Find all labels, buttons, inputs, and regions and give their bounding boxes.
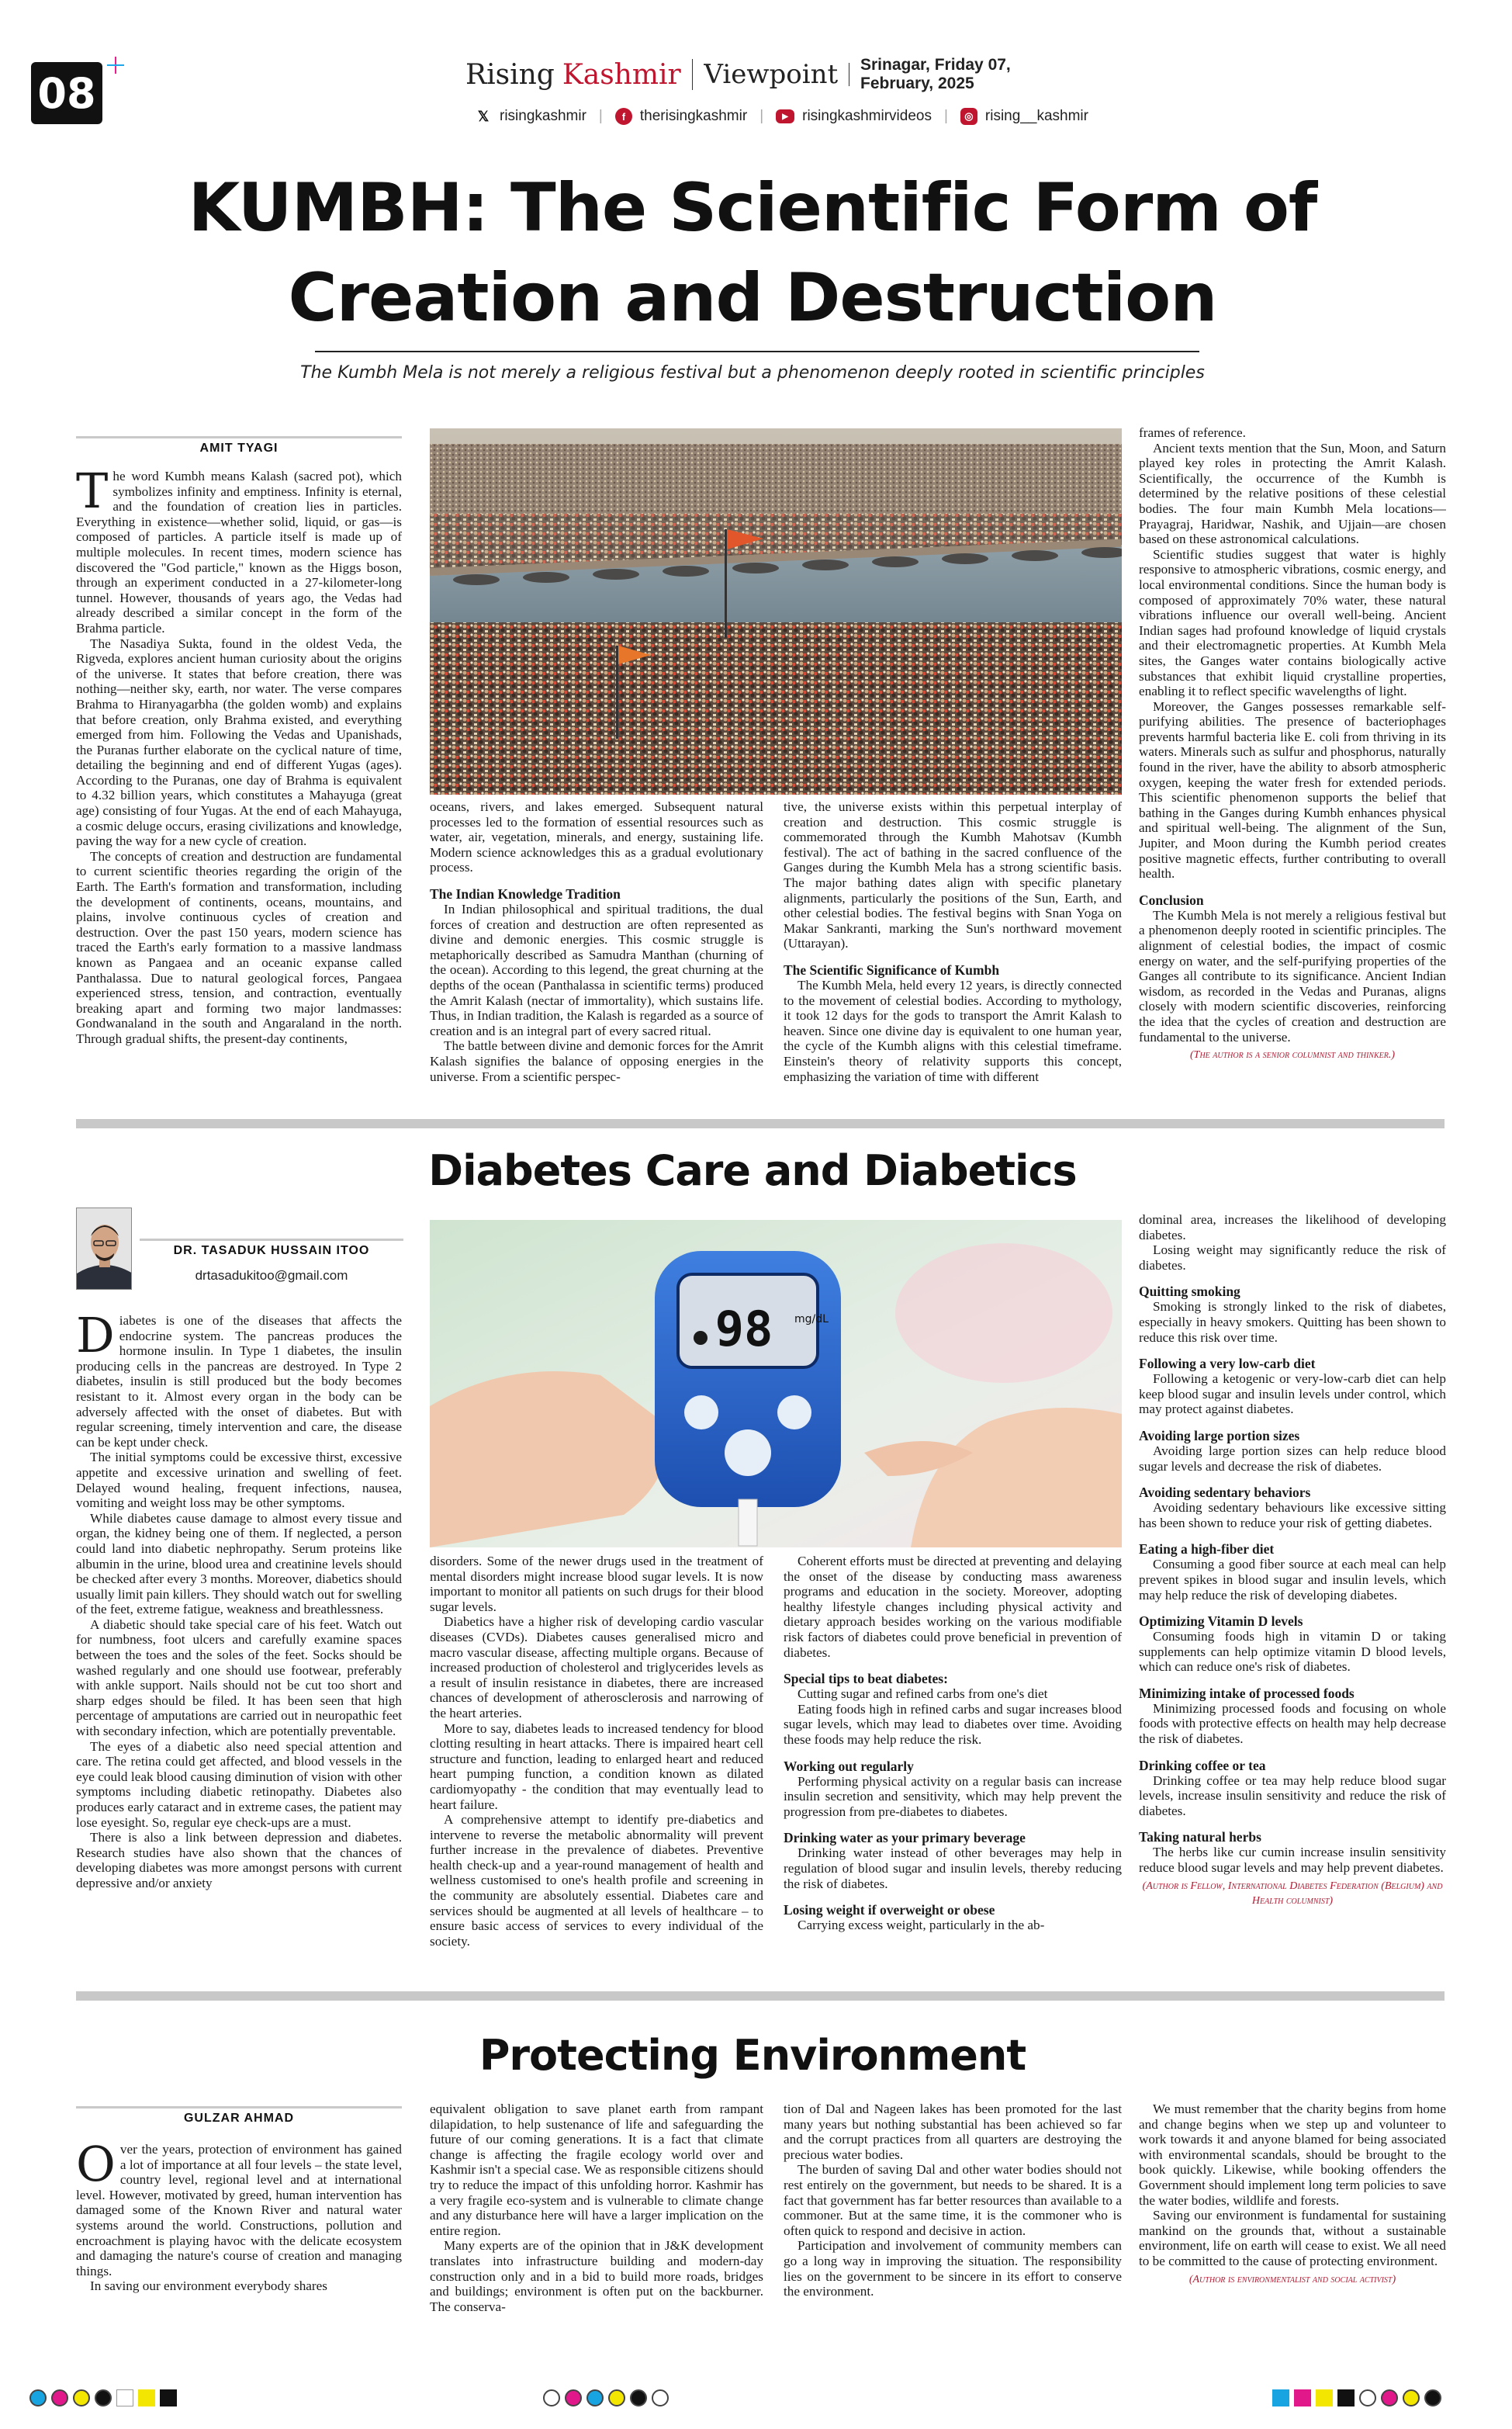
- meter-reading: 98: [714, 1301, 773, 1357]
- paragraph: Scientific studies suggest that water is highly responsive to atmospheric vibrations, cosmic energy, and local environmental conditions. Since the human body is composed of approximately 70% water, these natural vibrations influence our overall well-being. Ancient Indian sages had profound knowledge of liquid crystals and their electromagnetic properties. At Kumbh Mela sites, the Ganges water contains biologically active substances that exhibit liquid crystalline properties, enabling it to reflect specific wavelengths of light.: [1139, 546, 1446, 699]
- paragraph: ver the years, protection of environment has gained a lot of importance at all four levels – the state level, country level, regional level and at international level. However, motivated by greed, human intervention has damaged some of the Known River and natural water systems around the world. Constructions, pollution and encroachment is playing havoc with the delicate ecosystem and damaging the nature's course of creation and managing things.: [76, 2142, 402, 2278]
- section-name: Viewpoint: [704, 59, 839, 90]
- section-heading: Drinking coffee or tea: [1139, 1757, 1266, 1773]
- paragraph: The Nasadiya Sukta, found in the oldest Veda, the Rigveda, explores ancient human curiosity about the origins of the universe. It states that before creation, there was nothing—neither sky, earth, nor water. The verse compares Brahma to Hiranyagarbha (the golden womb) and explains that before creation, only Brahma existed, and everything emerged from him. Following the Vedas and Upanishads, the Puranas further elaborate on the cyclical nature of time, detailing the beginning and end of different Yugas (ages). According to the Puranas, one day of Brahma is equivalent to 4.32 billion years, which constitutes a Mahayuga (great age) consisting of four Yugas. At the end of each Mahayuga, a cosmic deluge occurs, erasing civilizations and knowledge, paving the way for a new cycle of creation.: [76, 636, 402, 849]
- article3-column-1: [76, 2142, 402, 2351]
- article3-headline: Protecting Environment: [479, 2031, 1026, 2080]
- social-handle-instagram[interactable]: rising__kashmir: [984, 108, 1088, 124]
- author-credit: (The author is a senior columnist and thinker.): [1190, 1049, 1395, 1062]
- paragraph: Saving our environment is fundamental for sustaining mankind on the grounds that, without a sustainable environment, life on earth will cease to exist. We all need to be committed to the cause of protecting environment.: [1139, 2208, 1446, 2268]
- paragraph: Drinking water instead of other beverages may help in regulation of blood sugar and insulin levels, thereby reducing the risk of diabetes.: [784, 1845, 1122, 1891]
- article2-byline: DR. TASADUK HUSSAIN ITOO: [140, 1239, 403, 1262]
- paragraph: Smoking is strongly linked to the risk of diabetes, especially in heavy smokers. Quitting has been shown to reduce this risk over time.: [1139, 1299, 1446, 1345]
- yellow-dot-icon: [608, 2389, 625, 2406]
- paragraph: More to say, diabetes leads to increased tendency for blood clotting resulting in heart attacks. There is impaired heart cell structure and function, leading to enlarged heart and reduced heart pumping function, a condition known as dilated cardiomyopathy - the condition that may eventually lead to heart failure.: [430, 1720, 763, 1812]
- paragraph: tion of Dal and Nageen lakes has been promoted for the last many years but nothing substantial has been achieved so far and the corrupt practices from all quarters are destroying the precious water bodies.: [784, 2102, 1122, 2162]
- paragraph: dominal area, increases the likelihood of developing diabetes.: [1139, 1212, 1446, 1242]
- paragraph: Performing physical activity on a regular basis can increase insulin secretion and sensitivity, which may help prevent the progression from pre-diabetes to diabetes.: [784, 1773, 1122, 1819]
- paragraph: The Kumbh Mela, held every 12 years, is directly connected to the movement of celestial bodies. According to mythology, it took 12 days for the gods to transport the Amrit Kalash to heaven. Since one divine day is equivalent to one human year, the cycle of the Kumbh aligns with this celestial timeframe. Einstein's theory of relativity supports this concept, emphasizing the variation of time with different: [784, 977, 1122, 1084]
- black-dot-icon: [630, 2389, 647, 2406]
- magenta-dot-icon: [565, 2389, 582, 2406]
- glucometer-photo: [430, 1220, 1122, 1547]
- paragraph: The concepts of creation and destruction are fundamental to current scientific theories regarding the origin of the Earth. The Earth's formation and transformation, including the development of continents, oceans, mountains, and plains, involve continuous cycles of creation and destruction. Over the past 150 years, modern science has traced the Earth's early formation to a massive landmass known as Pangaea and an oceanic expanse called Panthalassa. Due to natural geological forces, Pangaea experienced stress, tension, and contraction, eventually breaking apart and forming two major landmasses: Gondwanaland in the south and Angaraland in the north. Through gradual shifts, the present-day continents,: [76, 848, 402, 1046]
- headline-rule: [315, 351, 1199, 352]
- masthead: [465, 51, 1086, 98]
- brand-kashmir: Kashmir: [562, 58, 681, 91]
- social-links: 𝕏 risingkashmir | f therisingkashmir | ▶ risingkashmirvideos | ◎ rising__kashmir: [475, 104, 1173, 129]
- masthead-divider: [692, 59, 694, 90]
- cyan-dot-icon: [586, 2389, 604, 2406]
- section-heading: Drinking water as your primary beverage: [784, 1830, 1026, 1846]
- drop-cap: D: [76, 1313, 115, 1363]
- registration-marks-top: [107, 56, 124, 74]
- paragraph: Consuming a good fiber source at each meal can help prevent spikes in blood sugar and insulin levels, which may help reduce the risk of developing diabetes.: [1139, 1557, 1446, 1603]
- article2-headline: Diabetes Care and Diabetics: [428, 1146, 1077, 1195]
- instagram-icon: ◎: [960, 108, 977, 125]
- black-dot-icon: [1424, 2389, 1441, 2406]
- paragraph: Ancient texts mention that the Sun, Moon, and Saturn played key roles in protecting the Amrit Kalash. Scientifically, the occurrence of the Kumbh is determined by the relative positions of these celestial bodies. The four main Kumbh Mela locations—Prayagraj, Haridwar, Nashik, and Ujjain—are chosen based on these astronomical calculations.: [1139, 440, 1446, 547]
- black-square-icon: [1337, 2389, 1355, 2406]
- paragraph: Cutting sugar and refined carbs from one's diet: [798, 1686, 1048, 1702]
- registration-marks-bottom-mid: [543, 2389, 669, 2407]
- paragraph: Minimizing processed foods and focusing on whole foods with protective effects on health may help decrease the risk of diabetes.: [1139, 1700, 1446, 1747]
- paragraph: iabetes is one of the diseases that affects the endocrine system. The pancreas produces the hormone insulin. In Type 1 diabetes, the insulin producing cells in the pancreas are destroyed. In Type 2 diabetes, insulin is still produced but the body becomes resistant to it. Almost every organ in the body can be adversely affected with the onset of diabetes. But with regular screening, timely intervention and care, the disease can be kept under check.: [76, 1313, 402, 1450]
- social-handle-facebook[interactable]: therisingkashmir: [639, 108, 748, 124]
- paragraph: The burden of saving Dal and other water bodies should not rest entirely on the government, but needs to be shared. It is a fact that government has far better resources than available to a commoner. But at the same time, it is the commoner who is often quick to respond and decisive in action.: [784, 2162, 1122, 2238]
- article1-column-2: [430, 799, 763, 1121]
- paragraph: In Indian philosophical and spiritual traditions, the dual forces of creation and destruction are often represented as divine and demonic energies. This cosmic struggle is metaphorically described as Samudra Manthan (churning of the ocean). According to this legend, the great churning at the depths of the ocean (Panthalassa in scientific terms) produced the Amrit Kalash (nectar of immortality), which sustains life. Thus, in Indian tradition, the Kalash is regarded as a source of creation and is an integral part of every sacred ritual.: [430, 901, 763, 1038]
- article2-column-2: [430, 1554, 763, 1973]
- author-credit: (Author is environmentalist and social activist): [1188, 2273, 1396, 2285]
- section-heading: Taking natural herbs: [1139, 1829, 1261, 1845]
- black-dot-icon: [95, 2389, 112, 2406]
- page-number: 08: [31, 62, 102, 124]
- paragraph: Losing weight may significantly reduce the risk of diabetes.: [1139, 1242, 1446, 1273]
- section-heading: The Scientific Significance of Kumbh: [784, 962, 1000, 978]
- magenta-dot-icon: [51, 2389, 68, 2406]
- white-dot-icon: [543, 2389, 560, 2406]
- section-heading: The Indian Knowledge Tradition: [430, 885, 621, 902]
- article1-column-1: [76, 469, 402, 1121]
- paragraph: Carrying excess weight, particularly in the ab-: [798, 1918, 1045, 1933]
- paragraph: We must remember that the charity begins from home and change begins when we step up and volunteer to work towards it and anyone blamed for being associated with environmental scandals, should be brought to the book quickly. Likewise, while booking offenders the Government should implement long term policies to save the water bodies, wildlife and forests.: [1139, 2102, 1446, 2208]
- magenta-dot-icon: [1381, 2389, 1398, 2406]
- section-heading: Avoiding large portion sizes: [1139, 1427, 1300, 1443]
- white-dot-icon: [652, 2389, 669, 2406]
- article2-column-1: [76, 1313, 402, 1973]
- drop-cap: O: [76, 2142, 116, 2192]
- article1-headline-line1: KUMBH: The Scientific Form of: [188, 169, 1317, 247]
- paragraph: The initial symptoms could be excessive thirst, excessive appetite and excessive urination and swelling of feet. Delayed wound healing, frequent infections, nausea, vomiting and weight loss may be other symptoms.: [76, 1450, 402, 1511]
- paragraph: Drinking coffee or tea may help reduce blood sugar levels, increase insulin sensitivity and reduce the risk of diabetes.: [1139, 1772, 1446, 1818]
- registration-cross-icon: [107, 57, 124, 74]
- section-heading: Working out regularly: [784, 1758, 914, 1774]
- paragraph: While diabetes cause damage to almost every tissue and organ, the kidney being one of them. If neglected, a person could land into diabetic nephropathy. Serum proteins like albumin in the urine, blood urea and creatinine levels should be checked after every 3 months. Moreover, diabetics should usually limit pain killers. They should watch out for swelling of the feet, extreme fatigue, weakness and breathlessness.: [76, 1510, 402, 1617]
- paragraph: Avoiding sedentary behaviours like excessive sitting has been shown to reduce your risk of getting diabetes.: [1139, 1500, 1446, 1530]
- paragraph: equivalent obligation to save planet earth from rampant dilapidation, to help sustenance of life and safeguarding the future of our coming generations. It is a fact that climate change is affecting the fragile ecology world over and Kashmir isn't a special case. We as responsible citizens should try to reduce the impact of this unfolding horror. Kashmir has a very fragile eco-system and is vulnerable to climate change and any disturbance here will have a larger implication on the entire region.: [430, 2102, 763, 2238]
- paragraph: oceans, rivers, and lakes emerged. Subsequent natural processes led to the formation of essential resources such as water, air, vegetation, minerals, and energy, sustaining life. Modern science acknowledges this as a gradual evolutionary process.: [430, 799, 763, 875]
- paragraph: he word Kumbh means Kalash (sacred pot), which symbolizes infinity and emptiness. Infinity is eternal, and the foundation of creation lies in particles. Everything in existence—whether solid, liquid, or gas—is composed of particles. A particle itself is made up of multiple molecules. In recent times, modern science has discovered the "God particle," known as the Higgs boson, through an experiment conducted in a 27-kilometer-long tunnel. However, thousands of years ago, the Vedas had already described a similar concept in the form of the Brahma particle.: [76, 469, 402, 636]
- section-divider: [76, 1991, 1445, 2001]
- paragraph: The Kumbh Mela is not merely a religious festival but a phenomenon deeply rooted in scientific principles. The alignment of celestial bodies, the impact of cosmic energy on water, and the self-purifying properties of the Ganges all contribute to its significance. Ancient Indian wisdom, as recorded in the Vedas and Puranas, aligns closely with modern scientific discoveries, reinforcing the idea that the cycles of creation and destruction are fundamental to the universe.: [1139, 907, 1446, 1045]
- section-heading: Following a very low-carb diet: [1139, 1356, 1316, 1372]
- section-heading: Minimizing intake of processed foods: [1139, 1685, 1355, 1701]
- paragraph: frames of reference.: [1139, 425, 1246, 440]
- paragraph: The battle between divine and demonic forces for the Amrit Kalash signifies the balance of opposing energies in the universe. From a scientific perspec-: [430, 1038, 763, 1084]
- author-credit: (Author is Fellow, International Diabetes Federation (Belgium) and Health columnist): [1142, 1880, 1443, 1908]
- facebook-icon: f: [615, 108, 632, 125]
- magenta-square-icon: [1294, 2389, 1311, 2406]
- article3-column-4: [1139, 2102, 1446, 2351]
- article3-byline: GULZAR AHMAD: [76, 2106, 402, 2129]
- black-square-icon: [160, 2389, 177, 2406]
- article1-subheading: The Kumbh Mela is not merely a religious festival but a phenomenon deeply rooted in scientific principles: [300, 363, 1205, 383]
- white-dot-icon: [1359, 2389, 1376, 2406]
- article1-column-3: [784, 799, 1122, 1121]
- paragraph: Consuming foods high in vitamin D or taking supplements can help optimize vitamin D blood levels, which can reduce one's risk of diabetes.: [1139, 1629, 1446, 1675]
- x-icon: 𝕏: [475, 108, 492, 125]
- article1-byline: AMIT TYAGI: [76, 436, 402, 459]
- paragraph: Avoiding large portion sizes can help reduce blood sugar levels and decrease the risk of diabetes.: [1139, 1443, 1446, 1474]
- paragraph: Coherent efforts must be directed at preventing and delaying the onset of the disease by conducting mass awareness programs and education in the society. Moreover, adopting healthy lifestyle changes including physical activity and dietary approach besides working on the various modifiable risk factors of diabetes could prove beneficial in prevention of diabetes.: [784, 1554, 1122, 1660]
- paragraph: Many experts are of the opinion that in J&K development translates into infrastructure building and modern-day construction only and in a bid to build more roads, bridges and buildings; environment is often put on the backburner. The conserva-: [430, 2238, 763, 2314]
- paragraph: Moreover, the Ganges possesses remarkable self-purifying abilities. The presence of bacteriophages prevents harmful bacteria like E. coli from thriving in its waters. Minerals such as sulfur and phosphorus, naturally found in the river, have the ability to absorb atmospheric oxygen, keeping the water fresh for extended periods. This scientific phenomenon supports the belief that bathing in the Ganges during Kumbh enhances physical and spiritual well-being. The alignment of the Sun, Jupiter, and Moon during the Kumbh period creates positive magnetic effects, further contributing to overall health.: [1139, 698, 1446, 882]
- section-heading: Eating a high-fiber diet: [1139, 1541, 1275, 1558]
- article1-headline: [186, 163, 1319, 343]
- youtube-icon: ▶: [776, 109, 794, 123]
- paragraph: Diabetics have a higher risk of developing cardio vascular diseases (CVDs). Diabetes causes generalised micro and macro vascular disease, affecting multiple organs. Because of increased production of cholesterol and triglycerides levels as a result of insulin resistance in diabetes, there are increased chances of development of atherosclerosis and narrowing of the heart arteries.: [430, 1614, 763, 1720]
- dateline: Srinagar, Friday 07, February, 2025: [860, 56, 1011, 92]
- paragraph: disorders. Some of the newer drugs used in the treatment of mental disorders might increase blood sugar levels. It is now important to monitor all patients on such drugs for their blood sugar levels.: [430, 1554, 763, 1614]
- article1-headline-line2: Creation and Destruction: [288, 259, 1217, 337]
- paragraph: Following a ketogenic or very-low-carb diet can help keep blood sugar and insulin levels under control, which may protect against diabetes.: [1139, 1371, 1446, 1417]
- section-heading: Quitting smoking: [1139, 1284, 1240, 1300]
- article2-column-4: [1139, 1212, 1446, 1973]
- paragraph: A comprehensive attempt to identify pre-diabetics and intervene to reverse the metabolic abnormality will prevent further increase in the prevalence of diabetes. Preventive health check-up and a year-round management of health and wellness customised to one's health profile and screening in the community are absolutely essential. Diabetes care and services should be augmented at all levels of healthcare – to ensure basic access of services to every individual of the society.: [430, 1812, 763, 1949]
- yellow-square-icon: [138, 2389, 155, 2406]
- paragraph: tive, the universe exists within this perpetual interplay of creation and destruction. This cosmic struggle is commemorated through the Kumbh Mahotsav (Kumbh festival). The act of bathing in the sacred confluence of the Ganges during the Kumbh Mela has a strong scientific basis. The major bathing dates align with specific planetary alignments, particularly the positions of the Sun, Earth, and other celestial bodies. The festival begins with Snan Yoga on Makar Sankranti, marking the Sun's northward movement (Uttarayan).: [784, 799, 1122, 951]
- article3-column-3: [784, 2102, 1122, 2351]
- article1-column-4: [1139, 425, 1446, 1100]
- meter-unit: mg/dL: [794, 1313, 829, 1325]
- section-divider: [76, 1119, 1445, 1128]
- section-heading: Avoiding sedentary behaviors: [1139, 1485, 1311, 1501]
- cyan-dot-icon: [29, 2389, 47, 2406]
- paragraph: A diabetic should take special care of his feet. Watch out for numbness, foot ulcers and carefully examine spaces between the toes and the soles of the feet. Socks should be washed regularly and one should use footwear, preferably with ankle support. Nails should not be cut too short and sharp edges should be filed. It has been seen that high percentage of amputations are carried out in neuropathic feet with secondary infection, which are potentially preventable.: [76, 1616, 402, 1739]
- kumbh-mela-photo: [430, 428, 1122, 795]
- white-square-icon: [116, 2389, 133, 2406]
- article3-column-2: [430, 2102, 763, 2351]
- drop-cap: T: [76, 469, 109, 519]
- article2-column-3: [784, 1554, 1122, 1973]
- paragraph: Participation and involvement of community members can go a long way in improving the situation. The responsibility lies on the government to be sincere in its effort to conserve the environment.: [784, 2238, 1122, 2299]
- paragraph: In saving our environment everybody shares: [90, 2278, 327, 2294]
- yellow-dot-icon: [1403, 2389, 1420, 2406]
- paragraph: There is also a link between depression and diabetes. Research studies have also shown that the chances of developing diabetes was more amongst persons with current depressive and/or anxiety: [76, 1830, 402, 1890]
- section-heading: Conclusion: [1139, 892, 1204, 908]
- paragraph: Eating foods high in refined carbs and sugar increases blood sugar levels, which may lead to diabetes over time. Avoiding these foods may help reduce the risk.: [784, 1701, 1122, 1747]
- paragraph: The herbs like cur cumin increase insulin sensitivity reduce blood sugar levels and may help prevent diabetes.: [1139, 1845, 1446, 1876]
- yellow-dot-icon: [73, 2389, 90, 2406]
- author-avatar: [76, 1208, 132, 1290]
- cyan-square-icon: [1272, 2389, 1289, 2406]
- social-handle-youtube[interactable]: risingkashmirvideos: [802, 108, 932, 124]
- author-email[interactable]: drtasadukitoo@gmail.com: [195, 1268, 348, 1283]
- registration-marks-bottom: [29, 2389, 177, 2407]
- section-heading: Special tips to beat diabetes:: [784, 1671, 948, 1687]
- paragraph: The eyes of a diabetic also need special attention and care. The retina could get affected, and blood vessels in the eye could leak blood causing diminution of vision with other symptoms including diabetic retinopathy. Diabetes also produces early cataract and in extreme cases, the patient may lose eyesight. So, regular eye check-ups are a must.: [76, 1738, 402, 1830]
- section-heading: Losing weight if overweight or obese: [784, 1902, 995, 1918]
- brand-rising: Rising: [465, 58, 555, 91]
- social-handle-x[interactable]: risingkashmir: [500, 108, 586, 124]
- registration-marks-bottom-right: [1272, 2389, 1441, 2407]
- yellow-square-icon: [1316, 2389, 1333, 2406]
- section-heading: Optimizing Vitamin D levels: [1139, 1613, 1303, 1630]
